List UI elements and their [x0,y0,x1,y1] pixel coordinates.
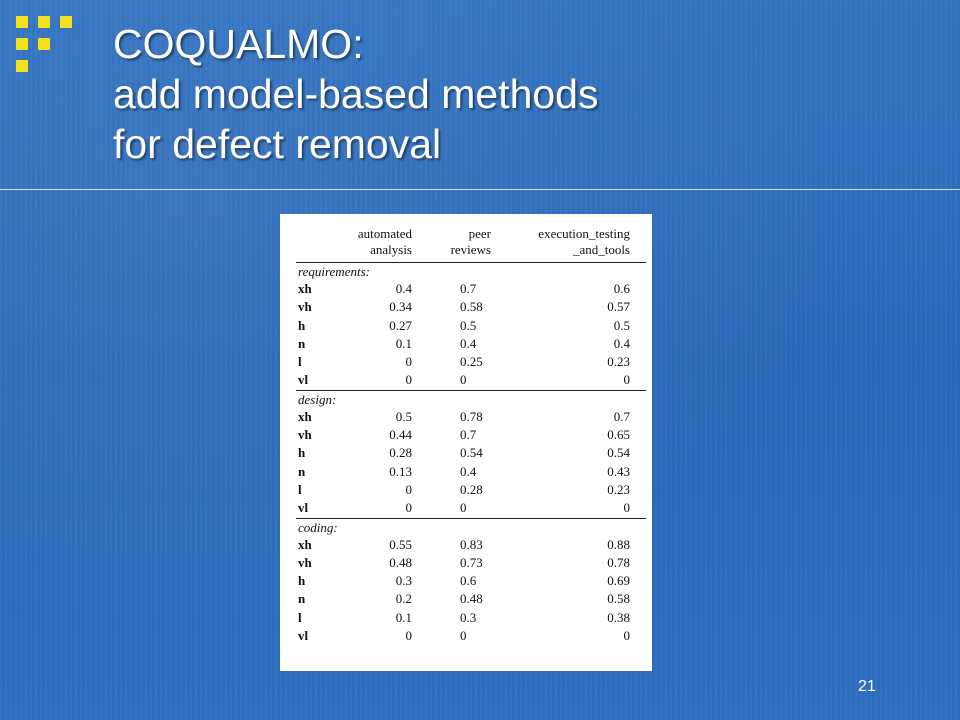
table-cell: 0 [623,500,630,516]
table-cell: 0.7 [460,427,477,443]
table-section [296,263,646,391]
table-row [296,298,646,316]
table-cell: 0.4 [395,281,412,296]
table-row [296,371,646,389]
row-label: n [298,591,306,607]
row-label: l [298,481,302,497]
table-section [296,391,646,519]
table-cell: 0 [623,628,630,644]
defect-removal-table [296,224,646,645]
row-label: h [298,573,306,589]
table-body [296,263,646,645]
table-cell: 0.54 [460,445,483,461]
table-cell: 0.1 [395,609,412,625]
table-row [296,280,646,298]
table-cell: 0.65 [607,427,630,443]
table-cell: 0.4 [460,335,477,351]
table-cell: 0.57 [607,299,630,315]
table-row [296,554,646,572]
section-label: coding: [298,519,338,535]
table-cell: 0.44 [389,427,412,443]
table-cell: 0.3 [395,573,412,589]
table-cell: 0.5 [613,317,630,333]
row-label: vl [298,372,309,388]
header-peer-reviews [426,226,491,258]
row-label: l [298,609,302,625]
table-row [296,444,646,462]
row-label: l [298,354,302,370]
table-cell: 0.25 [460,354,483,370]
table-cell: 0.78 [460,408,483,424]
table-cell: 0.13 [389,463,412,479]
table-cell: 0.83 [460,536,483,552]
table-cell: 0 [460,628,467,644]
table-cell: 0.23 [607,481,630,497]
table-cell: 0.58 [607,591,630,607]
table-cell: 0.2 [395,591,412,607]
header-cell-line: automated [357,226,412,241]
table-cell: 0.58 [460,299,483,315]
table-cell: 0 [405,628,412,644]
table-cell: 0.23 [607,354,630,370]
header-execution-testing [496,226,630,258]
header-cell-line: reviews [450,242,491,257]
table-header [296,224,646,263]
slide-title [113,19,933,169]
table-cell: 0 [405,354,412,370]
table-cell: 0.7 [460,281,477,296]
table-cell: 0 [405,372,412,388]
table-cell: 0.54 [607,445,630,461]
table-image [280,214,652,671]
table-row [296,335,646,353]
title-line-2: add model-based methods [113,71,599,117]
table-row [296,481,646,499]
table-cell: 0.69 [607,573,630,589]
table-row [296,317,646,335]
table-row [296,426,646,444]
header-cell-line: _and_tools [572,242,630,257]
header-cell-line: peer [468,226,491,241]
section-label: requirements: [298,264,370,279]
row-label: h [298,445,306,461]
logo-squares-icon [16,16,82,82]
table-cell: 0.28 [460,481,483,497]
table-cell: 0.78 [607,554,630,570]
row-label: vl [298,628,309,644]
page-number: 21 [858,678,876,695]
table-cell: 0.43 [607,463,630,479]
table-cell: 0.48 [389,554,412,570]
table-cell: 0.48 [460,591,483,607]
header-cell-line: execution_testing [538,226,630,241]
table-row [296,463,646,481]
section-label: design: [298,391,337,407]
table-row [296,609,646,627]
row-label: n [298,463,306,479]
table-cell: 0.28 [389,445,412,461]
table-cell: 0.4 [613,335,630,351]
row-label: h [298,317,306,333]
table-cell: 0.3 [460,609,477,625]
row-label: vh [298,299,312,315]
table-cell: 0 [405,500,412,516]
row-label: vh [298,554,312,570]
table-cell: 0 [460,372,467,388]
table-cell: 0.7 [613,408,630,424]
header-cell-line: analysis [370,242,412,257]
table-row [296,590,646,608]
title-line-3: for defect removal [113,121,442,167]
row-label: vl [298,500,309,516]
table-cell: 0.5 [395,408,412,424]
row-label: n [298,335,306,351]
table-cell: 0.1 [395,335,412,351]
row-label: xh [298,281,312,296]
table-cell: 0.38 [607,609,630,625]
header-automated-analysis [316,226,412,258]
table-cell: 0.5 [460,317,477,333]
table-row [296,353,646,371]
table-cell: 0.6 [613,281,630,296]
table-cell: 0.88 [607,536,630,552]
table-row [296,627,646,645]
table-cell: 0.34 [389,299,412,315]
row-label: xh [298,408,312,424]
table-cell: 0.73 [460,554,483,570]
title-line-1: COQUALMO: [113,21,364,67]
table-cell: 0 [460,500,467,516]
table-row [296,572,646,590]
table-cell: 0.55 [389,536,412,552]
title-divider [0,189,960,190]
table-cell: 0.6 [460,573,477,589]
table-row [296,499,646,517]
table-cell: 0.4 [460,463,477,479]
table-cell: 0 [623,372,630,388]
table-row [296,536,646,554]
table-cell: 0 [405,481,412,497]
row-label: xh [298,536,312,552]
table-section [296,519,646,646]
table-row [296,408,646,426]
row-label: vh [298,427,312,443]
table-cell: 0.27 [389,317,412,333]
